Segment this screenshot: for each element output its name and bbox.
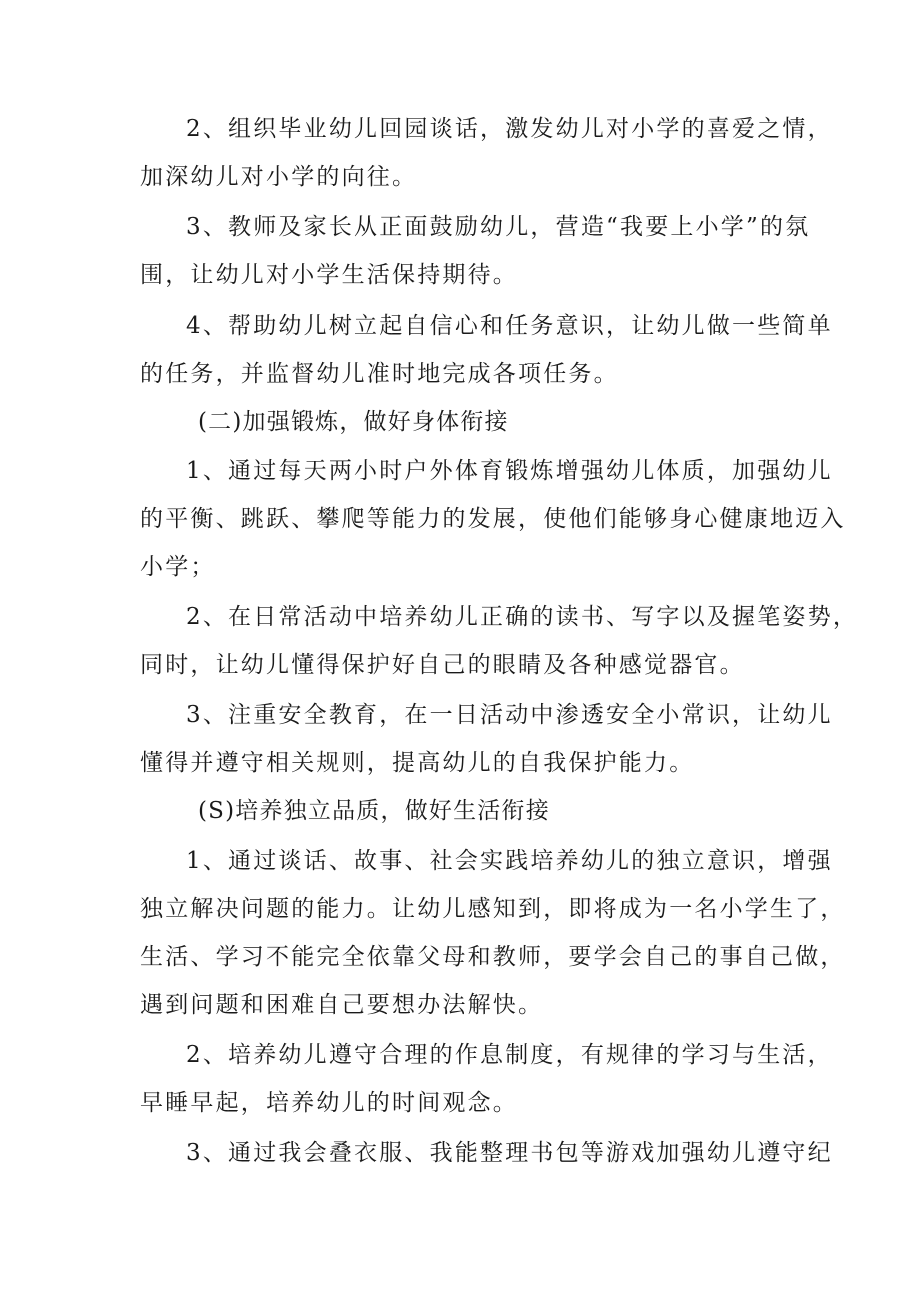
paragraph-line: 早睡早起，培养幼儿的时间观念。 xyxy=(140,1090,518,1116)
paragraph-line: 2、培养幼儿遵守合理的作息制度，有规律的学习与生活， xyxy=(186,1042,833,1068)
paragraph-line: 3、注重安全教育，在一日活动中渗透安全小常识，让幼儿 xyxy=(186,702,833,728)
paragraph-line: 小学； xyxy=(140,554,216,580)
paragraph-line: 的任务，并监督幼儿准时地完成各项任务。 xyxy=(140,361,619,387)
paragraph-line: 懂得并遵守相关规则，提高幼儿的自我保护能力。 xyxy=(140,750,695,776)
paragraph-line: 独立解决问题的能力。让幼儿感知到，即将成为一名小学生了， xyxy=(140,896,846,922)
paragraph-line: 加深幼儿对小学的向往。 xyxy=(140,164,418,190)
section-heading: (二)加强锻炼，做好身体衔接 xyxy=(198,409,509,435)
paragraph-line: 同时，让幼儿懂得保护好自己的眼睛及各种感觉器官。 xyxy=(140,652,745,678)
paragraph-line: 的平衡、跳跃、攀爬等能力的发展，使他们能够身心健康地迈入 xyxy=(140,506,846,532)
paragraph-line: 遇到问题和困难自己要想办法解快。 xyxy=(140,992,544,1018)
paragraph-line: 3、教师及家长从正面鼓励幼儿，营造“我要上小学”的氛 xyxy=(186,214,811,240)
paragraph-line: 2、在日常活动中培养幼儿正确的读书、写字以及握笔姿势， xyxy=(186,604,859,630)
paragraph-line: 2、组织毕业幼儿回园谈话，激发幼儿对小学的喜爱之情， xyxy=(186,116,833,142)
section-heading: (S)培养独立品质，做好生活衔接 xyxy=(198,798,550,824)
paragraph-line: 生活、学习不能完全依靠父母和教师，要学会自己的事自己做， xyxy=(140,944,846,970)
paragraph-line: 围，让幼儿对小学生活保持期待。 xyxy=(140,262,518,288)
paragraph-line: 1、通过谈话、故事、社会实践培养幼儿的独立意识，增强 xyxy=(186,848,833,874)
paragraph-line: 4、帮助幼儿树立起自信心和任务意识，让幼儿做一些简单 xyxy=(186,313,833,339)
paragraph-line: 3、通过我会叠衣服、我能整理书包等游戏加强幼儿遵守纪 xyxy=(186,1140,833,1166)
paragraph-line: 1、通过每天两小时户外体育锻炼增强幼儿体质，加强幼儿 xyxy=(186,458,833,484)
